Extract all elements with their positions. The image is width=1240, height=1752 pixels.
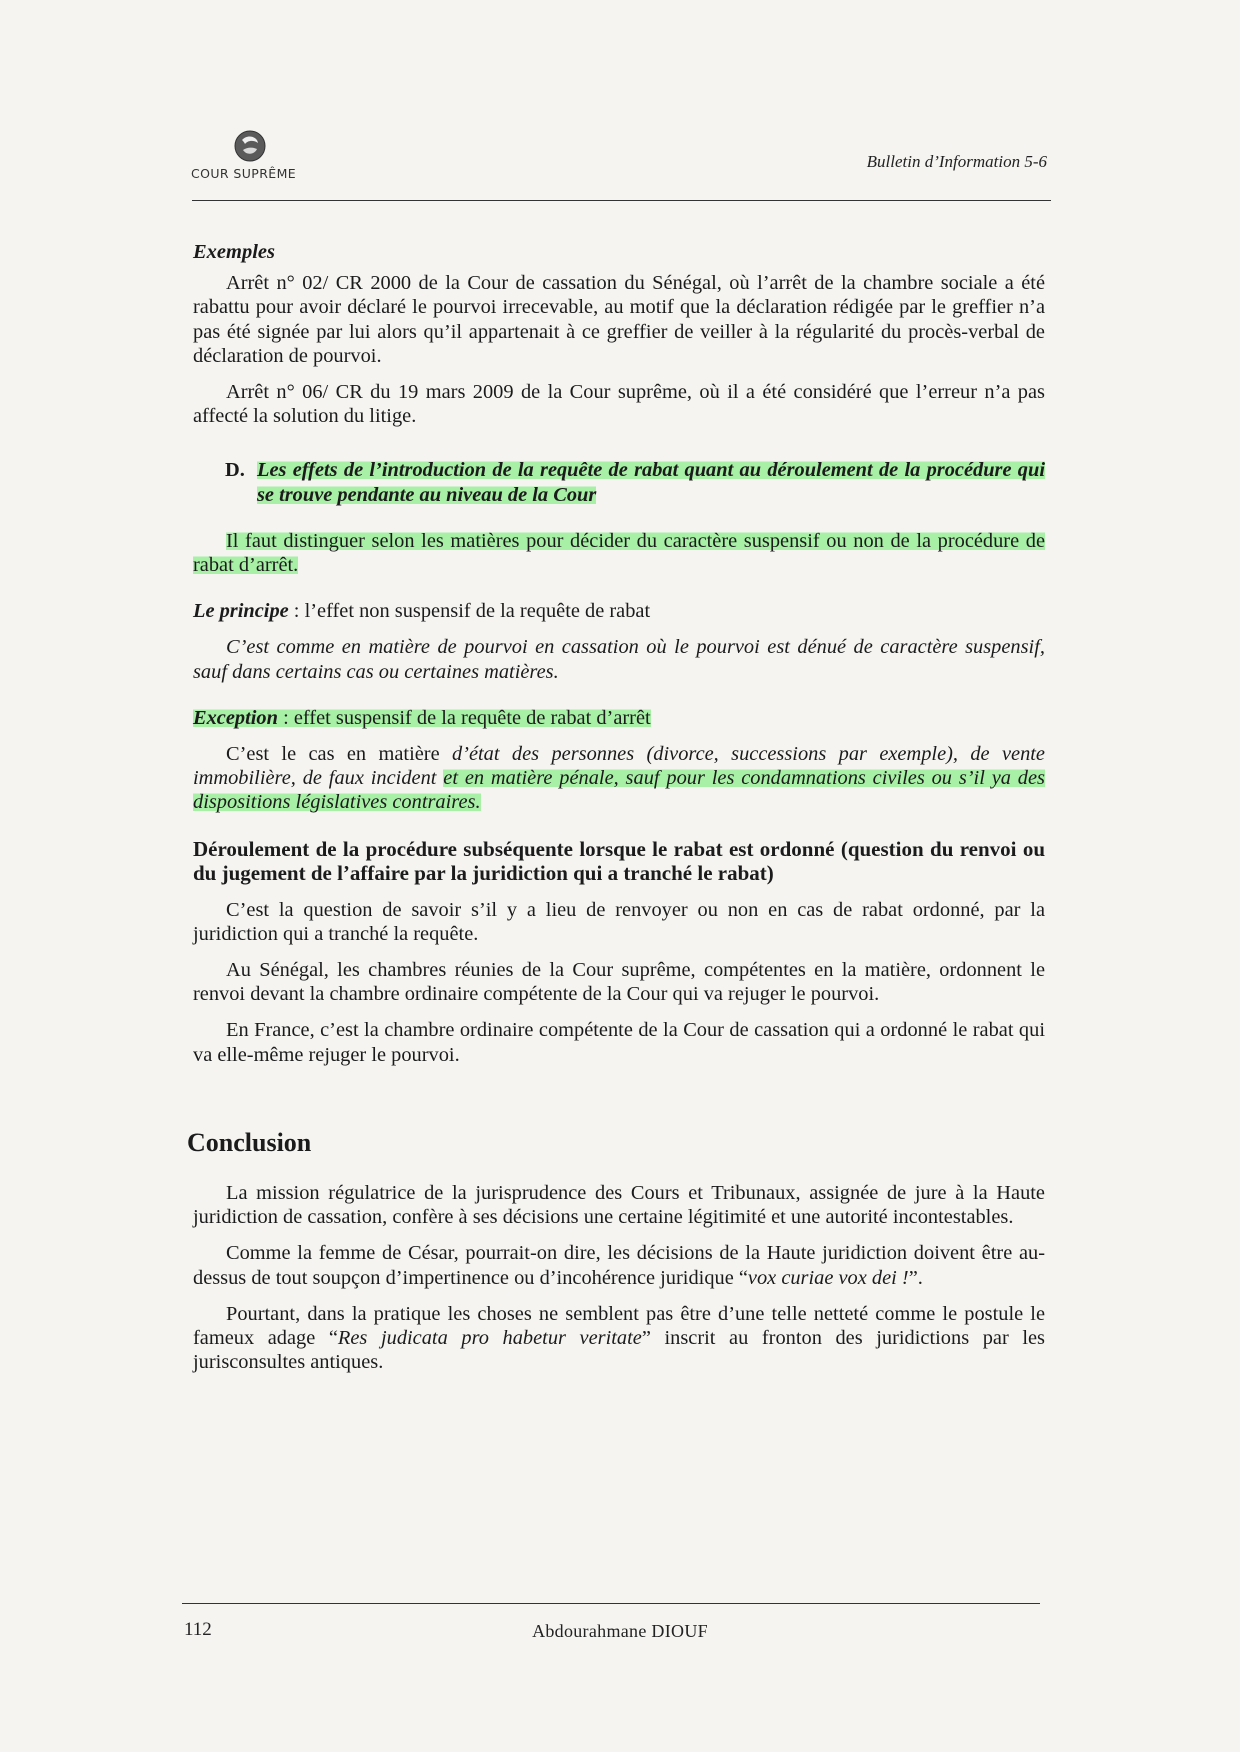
header-logo <box>191 128 311 181</box>
procedure-paragraph-3: En France, c’est la chambre ordinaire compétente de la Cour de cassation qui a ordonné le rabat qui va elle-même rejuger le pourvoi. <box>193 1019 1045 1066</box>
exception-line <box>193 706 1045 730</box>
page-body <box>187 240 1045 1375</box>
exception-detail: C’est le cas en matière d’état des personnes (divorce, successions par exemple), de vente immobilière, de faux incident et en matière pénale, sauf pour les condamnations civiles ou s’il ya des dispositions législatives contraires. <box>193 743 1045 814</box>
example-paragraph-1: Arrêt n° 02/ CR 2000 de la Cour de cassation du Sénégal, où l’arrêt de la chambre sociale a été rabattu pour avoir déclaré le pourvoi irrecevable, au motif que la déclaration rédigée par le greffier n’a pas été signée par lui alors qu’il appartenait à ce greffier de veiller à la régularité du procès-verbal de déclaration de pourvoi. <box>193 272 1045 367</box>
conclusion-paragraph-2: Comme la femme de César, pourrait-on dire, les décisions de la Haute juridiction doivent être au-dessus de tout soupçon d’impertinence ou d’incohérence juridique “vox curiae vox dei !”. <box>193 1242 1045 1289</box>
section-d-letter: D. <box>225 459 245 482</box>
conclusion-paragraph-3: Pourtant, dans la pratique les choses ne semblent pas être d’une telle netteté comme le postule le fameux adage “Res judicata pro habetur veritate” inscrit au fronton des juridictions par les jurisconsultes antiques. <box>193 1302 1045 1374</box>
header-rule <box>192 200 1051 201</box>
institution-name: COUR SUPRÊME <box>191 166 297 181</box>
conclusion-heading: Conclusion <box>187 1127 312 1157</box>
principle-detail: C’est comme en matière de pourvoi en cassation où le pourvoi est dénué de caractère suspensif, sauf dans certains cas ou certaines matières. <box>193 636 1045 683</box>
principle-line <box>193 599 1045 623</box>
section-d-heading <box>225 458 1045 506</box>
running-header: Bulletin d’Information 5-6 <box>866 152 1047 171</box>
footer-author: Abdourahmane DIOUF <box>532 1621 708 1641</box>
cour-supreme-emblem-icon <box>231 128 271 164</box>
exception-highlight: et en matière pénale, sauf pour les condamnations civiles ou s’il ya des dispositions législatives contraires. <box>193 767 1045 814</box>
procedure-paragraph-1: C’est la question de savoir s’il y a lieu de renvoyer ou non en cas de rabat ordonné, par la juridiction qui a tranché la requête. <box>193 898 1045 945</box>
exception-text: : effet suspensif de la requête de rabat d’arrêt <box>277 706 651 729</box>
exception-label: Exception <box>193 706 278 729</box>
conclusion-paragraph-1: La mission régulatrice de la jurisprudence des Cours et Tribunaux, assignée de jure à la Haute juridiction de cassation, confère à ses décisions une certaine légitimité et une autorité incontestables. <box>193 1182 1045 1229</box>
procedure-paragraph-2: Au Sénégal, les chambres réunies de la Cour suprême, compétentes en la matière, ordonnent le renvoi devant la chambre ordinaire compétente de la Cour qui va rejuger le pourvoi. <box>193 959 1045 1006</box>
footer-rule <box>182 1603 1040 1604</box>
principle-label: Le principe <box>193 600 289 623</box>
page-number: 112 <box>184 1619 212 1640</box>
examples-heading: Exemples <box>193 241 275 263</box>
section-d-intro: Il faut distinguer selon les matières pour décider du caractère suspensif ou non de la procédure de rabat d’arrêt. <box>193 529 1045 577</box>
section-d-title: Les effets de l’introduction de la requête de rabat quant au déroulement de la procédure qui se trouve pendante au niveau de la Cour <box>257 459 1045 506</box>
principle-text: : l’effet non suspensif de la requête de rabat <box>288 600 651 623</box>
procedure-heading: Déroulement de la procédure subséquente lorsque le rabat est ordonné (question du renvoi ou du jugement de l’affaire par la juridiction qui a tranché le rabat) <box>193 836 1045 886</box>
example-paragraph-2: Arrêt n° 06/ CR du 19 mars 2009 de la Cour suprême, où il a été considéré que l’erreur n’a pas affecté la solution du litige. <box>193 381 1045 428</box>
